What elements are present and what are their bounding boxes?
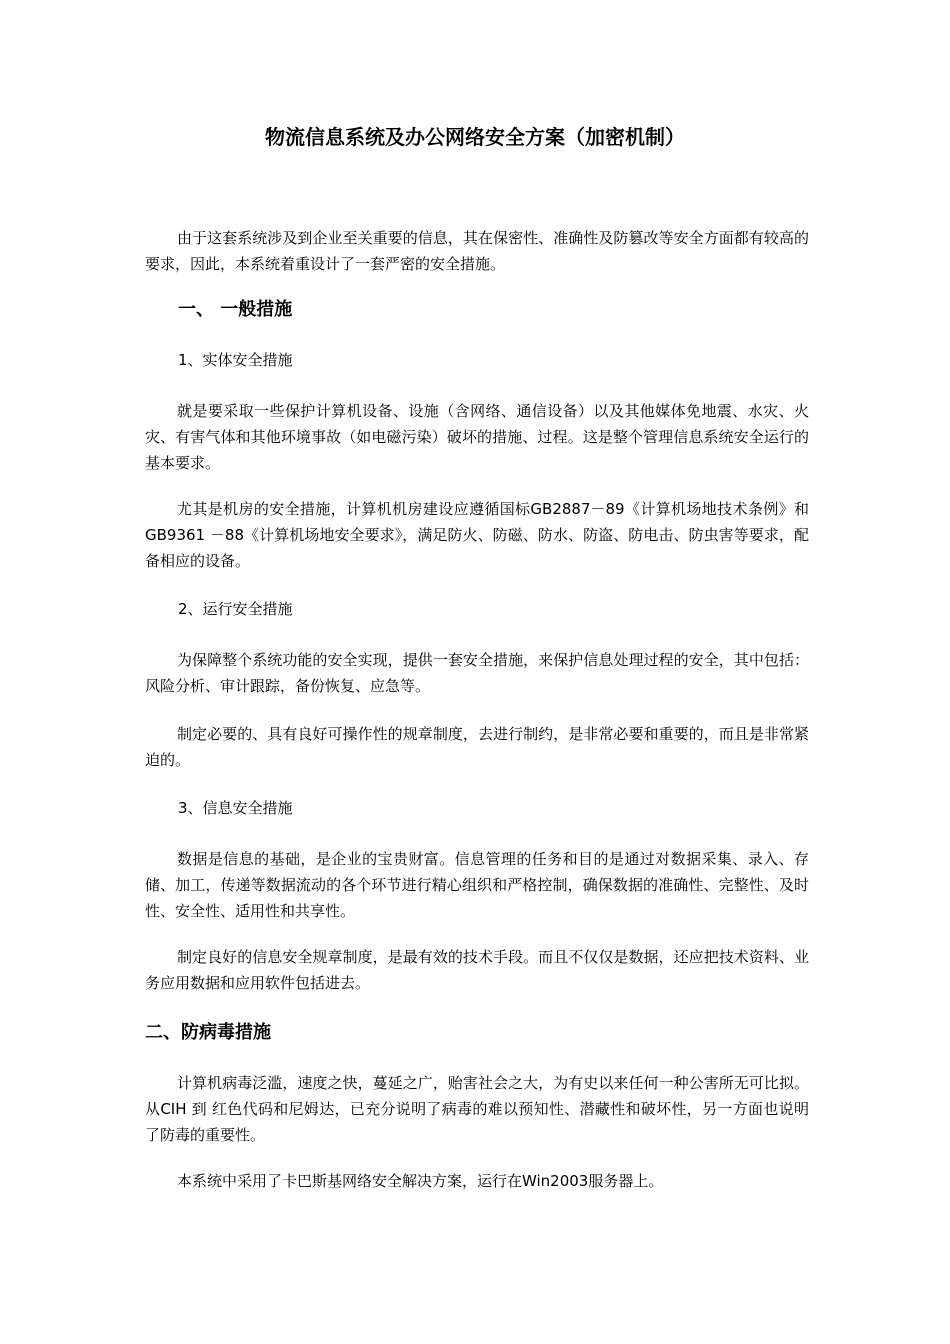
operation-paragraph-2: 制定必要的、具有良好可操作性的规章制度，去进行制约，是非常必要和重要的，而且是非常紧迫的。	[145, 725, 809, 769]
subsection-title-information: 3、信息安全措施	[178, 799, 293, 817]
information-paragraph-1: 数据是信息的基础，是企业的宝贵财富。信息管理的任务和目的是通过对数据采集、录入、存储、加工，传递等数据流动的各个环节进行精心组织和严格控制，确保数据的准确性、完整性、及时性、安全性、适用性和共享性。	[145, 850, 809, 920]
physical-paragraph-1: 就是要采取一些保护计算机设备、设施（含网络、通信设备）以及其他媒体免地震、水灾、火灾、有害气体和其他环境事故（如电磁污染）破坏的措施、过程。这是整个管理信息系统安全运行的基本要求。	[145, 402, 809, 472]
document-title: 物流信息系统及办公网络安全方案（加密机制）	[265, 125, 685, 149]
antivirus-paragraph-2: 本系统中采用了卡巴斯基网络安全解决方案，运行在Win2003服务器上。	[177, 1172, 664, 1190]
section1-heading: 一、 一般措施	[178, 299, 293, 320]
operation-paragraph-1: 为保障整个系统功能的安全实现，提供一套安全措施，来保护信息处理过程的安全，其中包括：风险分析、审计跟踪，备份恢复、应急等。	[145, 651, 809, 695]
physical-paragraph-2: 尤其是机房的安全措施，计算机机房建设应遵循国标GB2887－89《计算机场地技术条例》和GB9361 －88《计算机场地安全要求》，满足防火、防磁、防水、防盗、防电击、防虫害等要求，配备相应的设备。	[145, 500, 809, 570]
subsection-title-operation: 2、运行安全措施	[178, 600, 293, 618]
information-paragraph-2: 制定良好的信息安全规章制度，是最有效的技术手段。而且不仅仅是数据，还应把技术资料、业务应用数据和应用软件包括进去。	[145, 948, 809, 992]
antivirus-paragraph-1: 计算机病毒泛滥，速度之快，蔓延之广，贻害社会之大，为有史以来任何一种公害所无可比拟。从CIH 到 红色代码和尼姆达，已充分说明了病毒的难以预知性、潜藏性和破坏性，另一方面也说明了防毒的重要性。	[145, 1074, 809, 1144]
subsection-title-physical: 1、实体安全措施	[178, 351, 293, 369]
intro-paragraph: 由于这套系统涉及到企业至关重要的信息，其在保密性、准确性及防篡改等安全方面都有较高的要求，因此，本系统着重设计了一套严密的安全措施。	[145, 229, 809, 273]
section2-heading: 二、防病毒措施	[145, 1022, 271, 1043]
